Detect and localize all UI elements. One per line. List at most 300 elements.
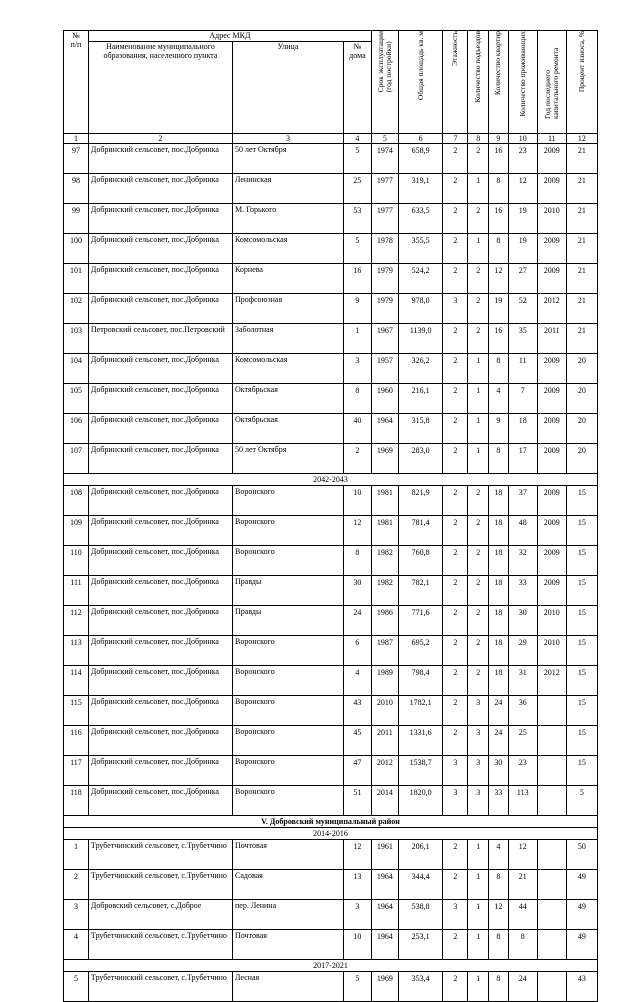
entrances-cell: 2 [468, 666, 489, 696]
house-number-cell: 6 [343, 636, 371, 666]
construction-year-cell: 1974 [371, 144, 398, 174]
row-number: 99 [64, 204, 89, 234]
floors-cell: 2 [443, 930, 468, 960]
last-repair-year-cell [537, 696, 566, 726]
construction-year-cell: 1977 [371, 204, 398, 234]
house-number-cell: 1 [343, 324, 371, 354]
residents-cell: 23 [508, 144, 537, 174]
apartments-cell: 16 [489, 324, 509, 354]
floors-cell: 2 [443, 414, 468, 444]
last-repair-year-cell [537, 930, 566, 960]
floors-cell: 3 [443, 756, 468, 786]
last-repair-year-cell: 2009 [537, 174, 566, 204]
street-cell: Комсомольская [232, 354, 343, 384]
house-number-cell: 8 [343, 546, 371, 576]
last-repair-year-cell: 2009 [537, 234, 566, 264]
row-number: 100 [64, 234, 89, 264]
column-number: 10 [508, 134, 537, 144]
last-repair-year-cell: 2009 [537, 546, 566, 576]
entrances-cell: 1 [468, 972, 489, 1002]
construction-year-cell: 1982 [371, 546, 398, 576]
col-header-wear: Процент износа, % [566, 31, 597, 134]
total-area-cell: 1538,7 [398, 756, 443, 786]
residents-cell: 52 [508, 294, 537, 324]
residents-cell: 30 [508, 606, 537, 636]
total-area-cell: 782,1 [398, 576, 443, 606]
wear-percent-cell: 15 [566, 486, 597, 516]
house-number-cell: 51 [343, 786, 371, 816]
municipality-cell: Трубетчинский сельсовет, с.Трубетчино [88, 972, 232, 1002]
total-area-cell: 1331,6 [398, 726, 443, 756]
period-heading: 2014-2016 [64, 828, 598, 840]
floors-cell: 2 [443, 264, 468, 294]
apartments-cell: 18 [489, 636, 509, 666]
entrances-cell: 2 [468, 516, 489, 546]
wear-percent-cell: 43 [566, 972, 597, 1002]
column-number: 12 [566, 134, 597, 144]
municipality-cell: Добринский сельсовет, пос.Добринка [88, 444, 232, 474]
last-repair-year-cell: 2009 [537, 144, 566, 174]
last-repair-year-cell [537, 972, 566, 1002]
column-number: 9 [489, 134, 509, 144]
row-number: 97 [64, 144, 89, 174]
wear-percent-cell: 15 [566, 756, 597, 786]
floors-cell: 2 [443, 696, 468, 726]
floors-cell: 2 [443, 324, 468, 354]
apartments-cell: 33 [489, 786, 509, 816]
table-row [64, 144, 598, 174]
row-number: 98 [64, 174, 89, 204]
row-number: 111 [64, 576, 89, 606]
apartments-cell: 24 [489, 726, 509, 756]
row-number: 110 [64, 546, 89, 576]
row-number: 3 [64, 900, 89, 930]
house-number-cell: 30 [343, 576, 371, 606]
col-header-total-area: Общая площадь кв. м [398, 31, 443, 134]
municipality-cell: Добринский сельсовет, пос.Добринка [88, 516, 232, 546]
table-row [64, 930, 598, 960]
last-repair-year-cell: 2012 [537, 666, 566, 696]
residents-cell: 48 [508, 516, 537, 546]
residents-cell: 19 [508, 204, 537, 234]
last-repair-year-cell: 2009 [537, 384, 566, 414]
table-row [64, 726, 598, 756]
table-row [64, 756, 598, 786]
residents-cell: 29 [508, 636, 537, 666]
apartments-cell: 18 [489, 606, 509, 636]
floors-cell: 2 [443, 972, 468, 1002]
entrances-cell: 1 [468, 444, 489, 474]
entrances-cell: 1 [468, 870, 489, 900]
apartments-cell: 16 [489, 204, 509, 234]
total-area-cell: 344,4 [398, 870, 443, 900]
wear-percent-cell: 15 [566, 696, 597, 726]
wear-percent-cell: 15 [566, 666, 597, 696]
entrances-cell: 1 [468, 930, 489, 960]
row-number: 102 [64, 294, 89, 324]
row-number: 107 [64, 444, 89, 474]
municipality-cell: Добринский сельсовет, пос.Добринка [88, 294, 232, 324]
wear-percent-cell: 20 [566, 414, 597, 444]
street-cell: Ленинская [232, 174, 343, 204]
street-cell: Воронского [232, 786, 343, 816]
house-number-cell: 5 [343, 234, 371, 264]
apartments-cell: 12 [489, 264, 509, 294]
residents-cell: 32 [508, 546, 537, 576]
floors-cell: 2 [443, 144, 468, 174]
floors-cell: 2 [443, 636, 468, 666]
municipality-cell: Добринский сельсовет, пос.Добринка [88, 576, 232, 606]
floors-cell: 3 [443, 294, 468, 324]
col-header-entrances: Количество подъездов [468, 31, 489, 134]
construction-year-cell: 1982 [371, 576, 398, 606]
total-area-cell: 1139,0 [398, 324, 443, 354]
house-number-cell: 16 [343, 264, 371, 294]
column-number: 4 [343, 134, 371, 144]
column-number: 11 [537, 134, 566, 144]
residents-cell: 113 [508, 786, 537, 816]
residents-cell: 37 [508, 486, 537, 516]
house-number-cell: 47 [343, 756, 371, 786]
row-number: 117 [64, 756, 89, 786]
col-header-operation-period: Срок эксплуатации (год постройки) [371, 31, 398, 134]
apartments-cell: 18 [489, 516, 509, 546]
residents-cell: 21 [508, 870, 537, 900]
construction-year-cell: 1964 [371, 900, 398, 930]
col-header-house: № дома [343, 42, 371, 134]
municipality-cell: Добринский сельсовет, пос.Добринка [88, 786, 232, 816]
street-cell: Садовая [232, 870, 343, 900]
row-number: 108 [64, 486, 89, 516]
entrances-cell: 1 [468, 174, 489, 204]
col-header-num: № п/п [64, 31, 89, 134]
wear-percent-cell: 21 [566, 174, 597, 204]
row-number: 114 [64, 666, 89, 696]
street-cell: пер. Ленина [232, 900, 343, 930]
wear-percent-cell: 15 [566, 516, 597, 546]
municipality-cell: Добринский сельсовет, пос.Добринка [88, 546, 232, 576]
apartments-cell: 19 [489, 294, 509, 324]
table-row [64, 900, 598, 930]
municipality-cell: Добринский сельсовет, пос.Добринка [88, 144, 232, 174]
street-cell: Заболотная [232, 324, 343, 354]
apartments-cell: 18 [489, 576, 509, 606]
residents-cell: 44 [508, 900, 537, 930]
total-area-cell: 781,4 [398, 516, 443, 546]
floors-cell: 2 [443, 576, 468, 606]
house-number-cell: 8 [343, 384, 371, 414]
row-number: 104 [64, 354, 89, 384]
construction-year-cell: 1969 [371, 444, 398, 474]
street-cell: Воронского [232, 636, 343, 666]
street-cell: Воронского [232, 546, 343, 576]
total-area-cell: 821,9 [398, 486, 443, 516]
entrances-cell: 3 [468, 786, 489, 816]
column-number: 7 [443, 134, 468, 144]
construction-year-cell: 2012 [371, 756, 398, 786]
last-repair-year-cell: 2012 [537, 294, 566, 324]
column-number: 1 [64, 134, 89, 144]
house-number-cell: 45 [343, 726, 371, 756]
total-area-cell: 633,5 [398, 204, 443, 234]
floors-cell: 3 [443, 900, 468, 930]
construction-year-cell: 1964 [371, 930, 398, 960]
house-number-cell: 5 [343, 972, 371, 1002]
residents-cell: 17 [508, 444, 537, 474]
residents-cell: 36 [508, 696, 537, 726]
residents-cell: 27 [508, 264, 537, 294]
wear-percent-cell: 20 [566, 354, 597, 384]
table-row [64, 576, 598, 606]
table-row [64, 546, 598, 576]
table-row [64, 870, 598, 900]
municipality-cell: Петровский сельсовет, пос.Петровский [88, 324, 232, 354]
table-row [64, 516, 598, 546]
last-repair-year-cell: 2009 [537, 414, 566, 444]
entrances-cell: 2 [468, 486, 489, 516]
last-repair-year-cell [537, 786, 566, 816]
entrances-cell: 1 [468, 900, 489, 930]
total-area-cell: 206,1 [398, 840, 443, 870]
row-number: 106 [64, 414, 89, 444]
table-row [64, 444, 598, 474]
col-header-floors: Этажность [443, 31, 468, 134]
table-row [64, 324, 598, 354]
apartments-cell: 8 [489, 174, 509, 204]
col-header-municipality: Наименование муниципального образования, населенного пункта [88, 42, 232, 134]
wear-percent-cell: 20 [566, 444, 597, 474]
row-number: 109 [64, 516, 89, 546]
district-heading-row [64, 816, 598, 828]
construction-year-cell: 1978 [371, 234, 398, 264]
apartments-cell: 8 [489, 972, 509, 1002]
table-row [64, 696, 598, 726]
construction-year-cell: 1981 [371, 516, 398, 546]
apartments-cell: 18 [489, 486, 509, 516]
house-number-cell: 25 [343, 174, 371, 204]
house-number-cell: 10 [343, 930, 371, 960]
house-number-cell: 13 [343, 870, 371, 900]
construction-year-cell: 1987 [371, 636, 398, 666]
floors-cell: 2 [443, 606, 468, 636]
apartments-cell: 30 [489, 756, 509, 786]
floors-cell: 2 [443, 726, 468, 756]
house-number-cell: 24 [343, 606, 371, 636]
entrances-cell: 1 [468, 414, 489, 444]
col-header-last-repair: Год последнего капитального ремонта [537, 31, 566, 134]
entrances-cell: 2 [468, 294, 489, 324]
floors-cell: 2 [443, 870, 468, 900]
construction-year-cell: 1981 [371, 486, 398, 516]
table-row [64, 786, 598, 816]
house-number-cell: 2 [343, 444, 371, 474]
apartments-cell: 24 [489, 696, 509, 726]
wear-percent-cell: 21 [566, 324, 597, 354]
apartments-cell: 8 [489, 234, 509, 264]
floors-cell: 2 [443, 204, 468, 234]
residents-cell: 33 [508, 576, 537, 606]
floors-cell: 2 [443, 384, 468, 414]
row-number: 116 [64, 726, 89, 756]
row-number: 118 [64, 786, 89, 816]
construction-year-cell: 1989 [371, 666, 398, 696]
period-heading: 2042-2043 [64, 474, 598, 486]
table-row [64, 486, 598, 516]
entrances-cell: 2 [468, 606, 489, 636]
floors-cell: 2 [443, 666, 468, 696]
residents-cell: 24 [508, 972, 537, 1002]
total-area-cell: 319,1 [398, 174, 443, 204]
column-number: 2 [88, 134, 232, 144]
district-heading: V. Добровский муниципальный район [64, 816, 598, 828]
last-repair-year-cell [537, 840, 566, 870]
total-area-cell: 798,4 [398, 666, 443, 696]
last-repair-year-cell: 2009 [537, 444, 566, 474]
municipality-cell: Добринский сельсовет, пос.Добринка [88, 606, 232, 636]
row-number: 115 [64, 696, 89, 726]
table-row [64, 294, 598, 324]
apartments-cell: 18 [489, 666, 509, 696]
wear-percent-cell: 15 [566, 636, 597, 666]
table-row [64, 264, 598, 294]
col-header-residents: Количество проживающих [508, 31, 537, 134]
street-cell: Воронского [232, 696, 343, 726]
residents-cell: 18 [508, 414, 537, 444]
house-number-cell: 43 [343, 696, 371, 726]
entrances-cell: 3 [468, 696, 489, 726]
construction-year-cell: 1964 [371, 414, 398, 444]
municipality-cell: Добринский сельсовет, пос.Добринка [88, 486, 232, 516]
wear-percent-cell: 49 [566, 870, 597, 900]
street-cell: 50 лет Октября [232, 444, 343, 474]
municipality-cell: Трубетчинский сельсовет, с.Трубетчино [88, 840, 232, 870]
municipality-cell: Добринский сельсовет, пос.Добринка [88, 696, 232, 726]
period-heading: 2017-2021 [64, 960, 598, 972]
street-cell: Воронского [232, 666, 343, 696]
floors-cell: 2 [443, 486, 468, 516]
construction-year-cell: 1957 [371, 354, 398, 384]
apartments-cell: 4 [489, 384, 509, 414]
construction-year-cell: 1964 [371, 870, 398, 900]
residents-cell: 25 [508, 726, 537, 756]
table-row [64, 414, 598, 444]
apartments-cell: 18 [489, 546, 509, 576]
construction-year-cell: 1977 [371, 174, 398, 204]
apartments-cell: 9 [489, 414, 509, 444]
municipality-cell: Добринский сельсовет, пос.Добринка [88, 354, 232, 384]
entrances-cell: 2 [468, 636, 489, 666]
entrances-cell: 2 [468, 324, 489, 354]
residents-cell: 8 [508, 930, 537, 960]
entrances-cell: 1 [468, 840, 489, 870]
entrances-cell: 1 [468, 354, 489, 384]
last-repair-year-cell: 2010 [537, 636, 566, 666]
street-cell: Воронского [232, 486, 343, 516]
column-number: 6 [398, 134, 443, 144]
wear-percent-cell: 21 [566, 264, 597, 294]
row-number: 113 [64, 636, 89, 666]
total-area-cell: 695,2 [398, 636, 443, 666]
construction-year-cell: 1979 [371, 294, 398, 324]
wear-percent-cell: 15 [566, 606, 597, 636]
last-repair-year-cell [537, 900, 566, 930]
table-row [64, 636, 598, 666]
col-header-apartments: Количество квартир [489, 31, 509, 134]
floors-cell: 2 [443, 516, 468, 546]
construction-year-cell: 1967 [371, 324, 398, 354]
municipality-cell: Добринский сельсовет, пос.Добринка [88, 636, 232, 666]
period-heading-row [64, 960, 598, 972]
total-area-cell: 326,2 [398, 354, 443, 384]
house-number-cell: 10 [343, 486, 371, 516]
table-body [64, 134, 598, 1002]
row-number: 112 [64, 606, 89, 636]
apartments-cell: 16 [489, 144, 509, 174]
street-cell: Воронского [232, 516, 343, 546]
column-number: 3 [232, 134, 343, 144]
col-header-street: Улица [232, 42, 343, 134]
last-repair-year-cell: 2009 [537, 576, 566, 606]
residents-cell: 31 [508, 666, 537, 696]
municipality-cell: Добринский сельсовет, пос.Добринка [88, 756, 232, 786]
street-cell: Воронского [232, 726, 343, 756]
last-repair-year-cell: 2010 [537, 204, 566, 234]
entrances-cell: 2 [468, 204, 489, 234]
entrances-cell: 3 [468, 726, 489, 756]
apartments-cell: 8 [489, 444, 509, 474]
street-cell: Корнева [232, 264, 343, 294]
construction-year-cell: 2010 [371, 696, 398, 726]
table-row [64, 174, 598, 204]
residents-cell: 35 [508, 324, 537, 354]
apartments-cell: 8 [489, 930, 509, 960]
wear-percent-cell: 21 [566, 204, 597, 234]
municipality-cell: Добринский сельсовет, пос.Добринка [88, 384, 232, 414]
wear-percent-cell: 50 [566, 840, 597, 870]
house-number-cell: 40 [343, 414, 371, 444]
construction-year-cell: 1979 [371, 264, 398, 294]
construction-year-cell: 1969 [371, 972, 398, 1002]
table-row [64, 384, 598, 414]
wear-percent-cell: 21 [566, 294, 597, 324]
street-cell: Комсомольская [232, 234, 343, 264]
house-number-cell: 4 [343, 666, 371, 696]
street-cell: Октябрьская [232, 414, 343, 444]
apartments-cell: 4 [489, 840, 509, 870]
total-area-cell: 1782,1 [398, 696, 443, 726]
table-row [64, 840, 598, 870]
entrances-cell: 1 [468, 234, 489, 264]
entrances-cell: 2 [468, 576, 489, 606]
street-cell: Лесная [232, 972, 343, 1002]
row-number: 1 [64, 840, 89, 870]
street-cell: 50 лет Октября [232, 144, 343, 174]
total-area-cell: 216,1 [398, 384, 443, 414]
column-number-row [64, 134, 598, 144]
last-repair-year-cell: 2009 [537, 264, 566, 294]
wear-percent-cell: 15 [566, 546, 597, 576]
municipality-cell: Трубетчинский сельсовет, с.Трубетчино [88, 930, 232, 960]
table-row [64, 666, 598, 696]
period-heading-row [64, 828, 598, 840]
residents-cell: 11 [508, 354, 537, 384]
house-number-cell: 9 [343, 294, 371, 324]
municipality-cell: Добринский сельсовет, пос.Добринка [88, 666, 232, 696]
house-number-cell: 5 [343, 144, 371, 174]
last-repair-year-cell: 2009 [537, 516, 566, 546]
wear-percent-cell: 21 [566, 144, 597, 174]
total-area-cell: 353,4 [398, 972, 443, 1002]
